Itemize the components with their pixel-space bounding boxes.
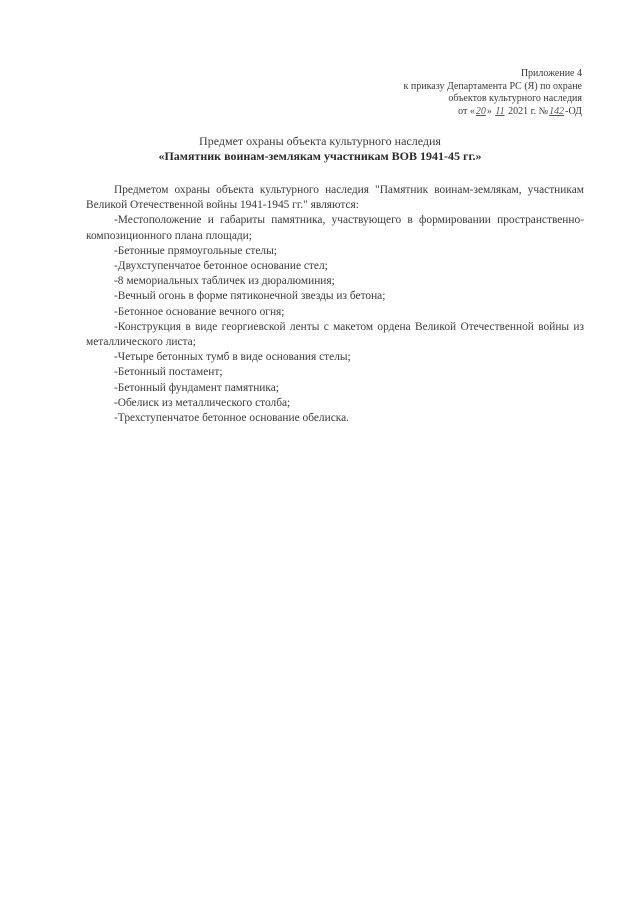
list-item: -Двухступенчатое бетонное основание стел; xyxy=(114,260,328,273)
date-day: 20 xyxy=(475,105,486,117)
list-item: -8 мемориальных табличек из дюралюминия; xyxy=(114,275,335,288)
list-item: -Трехступенчатое бетонное основание обелиска. xyxy=(114,412,350,425)
date-month: 11 xyxy=(495,105,505,117)
list-item: -Вечный огонь в форме пятиконечной звезды из бетона; xyxy=(114,290,386,303)
title-line-1: Предмет охраны объекта культурного наследия xyxy=(199,134,441,148)
date-year: 2021 г. № xyxy=(505,105,549,117)
document-title xyxy=(100,134,540,164)
list-item: -Конструкция в виде георгиевской ленты с макетом ордена Великой Отечественной войны из металлического листа; xyxy=(86,320,584,349)
list-item: -Бетонные прямоугольные стелы; xyxy=(114,244,277,257)
list-item: -Бетонный фундамент памятника; xyxy=(114,381,279,394)
appendix-header xyxy=(342,68,582,118)
order-number: 142 xyxy=(549,105,565,117)
list-item: -Бетонное основание вечного огня; xyxy=(114,305,285,318)
title-line-2: «Памятник воинам-землякам участникам ВОВ 1941-45 гг.» xyxy=(158,149,482,163)
order-suffix: -ОД xyxy=(565,105,582,117)
date-prefix: от « xyxy=(458,105,475,117)
appendix-department: объектов культурного наследия xyxy=(448,93,582,104)
appendix-date-line xyxy=(342,106,582,119)
date-sep: » xyxy=(486,105,495,117)
appendix-order-ref: к приказу Департамента РС (Я) по охране xyxy=(403,80,582,92)
document-body xyxy=(86,183,584,426)
intro-paragraph: Предметом охраны объекта культурного наследия "Памятник воинам-землякам, участникам Великой Отечественной войны 1941-1945 гг." являются: xyxy=(86,184,584,212)
appendix-number: Приложение 4 xyxy=(520,68,582,79)
list-item: -Бетонный постамент; xyxy=(114,366,223,379)
list-item: -Четыре бетонных тумб в виде основания стелы; xyxy=(114,351,351,364)
list-item: -Обелиск из металлического столба; xyxy=(114,396,291,409)
list-item: -Местоположение и габариты памятника, участвующего в формировании пространственно-композиционного плана площади; xyxy=(86,214,584,242)
